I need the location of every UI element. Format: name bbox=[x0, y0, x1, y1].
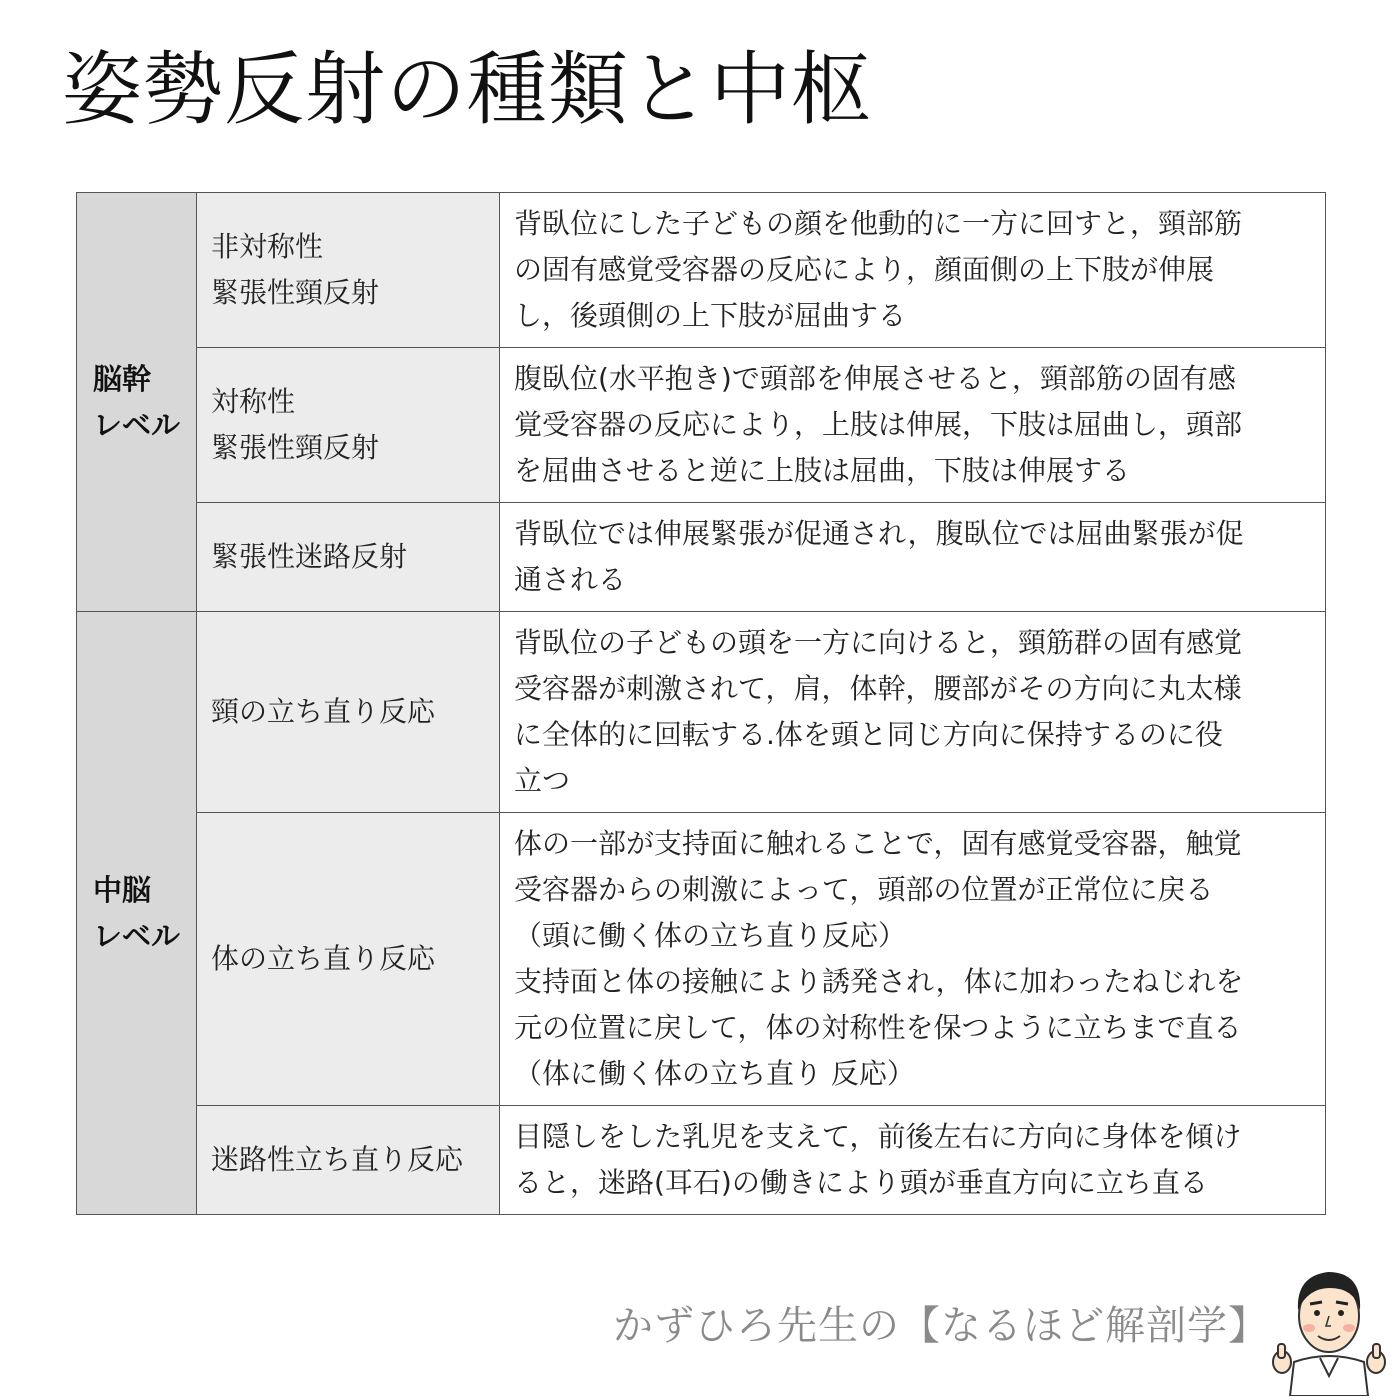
reflex-name-cell bbox=[197, 813, 500, 1106]
reflex-name-cell bbox=[197, 193, 500, 348]
reflex-name: 緊張性迷路反射 bbox=[211, 540, 408, 573]
reflex-name-cell bbox=[197, 612, 500, 813]
footer-credit: かずひろ先生の【なるほど解剖学】 bbox=[613, 1303, 1269, 1349]
reflex-name-cell bbox=[197, 1106, 500, 1215]
reflex-desc: 目隠しをした乳児を支えて，前後左右に方向に身体を傾け bbox=[514, 1120, 1242, 1153]
reflex-desc: 体の一部が支持面に触れることで，固有感覚受容器，触覚 bbox=[514, 827, 1242, 860]
level-label: 中脳 bbox=[93, 873, 152, 907]
table-row bbox=[77, 348, 1326, 503]
reflex-name: 緊張性頸反射 bbox=[211, 431, 380, 464]
level-cell-midbrain bbox=[77, 612, 197, 1215]
reflex-name: 迷路性立ち直り反応 bbox=[211, 1143, 464, 1176]
level-cell-brainstem bbox=[77, 193, 197, 612]
reflex-name: 非対称性 bbox=[211, 230, 324, 263]
reflex-desc-cell bbox=[500, 612, 1326, 813]
reflex-desc: 背臥位では伸展緊張が促通され，腹臥位では屈曲緊張が促 bbox=[514, 517, 1244, 550]
reflex-name-cell bbox=[197, 503, 500, 612]
reflex-desc-cell bbox=[500, 813, 1326, 1106]
reflex-desc-cell bbox=[500, 1106, 1326, 1215]
reflex-desc-cell bbox=[500, 348, 1326, 503]
table-row bbox=[77, 1106, 1326, 1215]
reflex-desc: 受容器が刺激されて，肩，体幹，腰部がその方向に丸太様 bbox=[514, 672, 1242, 705]
reflex-desc: の固有感覚受容器の反応により，顔面側の上下肢が伸展 bbox=[514, 253, 1215, 286]
level-label: レベル bbox=[93, 919, 181, 953]
reflex-desc: 元の位置に戻して，体の対称性を保つように立ちまで直る bbox=[514, 1011, 1242, 1044]
reflex-name: 緊張性頸反射 bbox=[211, 276, 380, 309]
reflex-desc-cell bbox=[500, 503, 1326, 612]
reflex-desc-cell bbox=[500, 193, 1326, 348]
reflex-name-cell bbox=[197, 348, 500, 503]
reflex-desc: 覚受容器の反応により，上肢は伸展，下肢は屈曲し，頭部 bbox=[514, 408, 1243, 441]
reflex-desc: 背臥位の子どもの頭を一方に向けると，頸筋群の固有感覚 bbox=[514, 626, 1243, 659]
table-row bbox=[77, 813, 1326, 1106]
level-label: 脳幹 bbox=[93, 362, 152, 396]
table-row bbox=[77, 612, 1326, 813]
reflex-desc: を屈曲させると逆に上肢は屈曲，下肢は伸展する bbox=[514, 454, 1131, 487]
table-row bbox=[77, 193, 1326, 348]
reflex-name: 対称性 bbox=[211, 385, 296, 418]
reflex-desc: ると，迷路(耳石)の働きにより頭が垂直方向に立ち直る bbox=[514, 1166, 1208, 1199]
reflex-desc: 腹臥位(水平抱き)で頭部を伸展させると，頸部筋の固有感 bbox=[514, 362, 1236, 395]
reflex-desc: 通される bbox=[514, 563, 627, 596]
reflex-desc: （頭に働く体の立ち直り反応） bbox=[514, 919, 907, 952]
reflex-desc: 背臥位にした子どもの顔を他動的に一方に回すと，頸部筋 bbox=[514, 207, 1243, 240]
reflex-desc: 受容器からの刺激によって，頭部の位置が正常位に戻る bbox=[514, 873, 1214, 906]
table-row bbox=[77, 503, 1326, 612]
page-title: 姿勢反射の種類と中枢 bbox=[62, 43, 872, 136]
doctor-thumbs-up-icon bbox=[1268, 1258, 1390, 1396]
reflex-desc: に全体的に回転する.体を頭と同じ方向に保持するのに役 bbox=[514, 718, 1223, 751]
reflex-desc: （体に働く体の立ち直り 反応） bbox=[514, 1057, 915, 1090]
reflex-name: 体の立ち直り反応 bbox=[211, 942, 436, 975]
reflex-desc: し，後頭側の上下肢が屈曲する bbox=[514, 299, 907, 332]
level-label: レベル bbox=[93, 408, 181, 442]
reflex-desc: 立つ bbox=[514, 764, 571, 797]
reflex-desc: 支持面と体の接触により誘発され，体に加わったねじれを bbox=[514, 965, 1244, 998]
reflex-table bbox=[76, 192, 1326, 1215]
reflex-name: 頸の立ち直り反応 bbox=[211, 695, 436, 728]
